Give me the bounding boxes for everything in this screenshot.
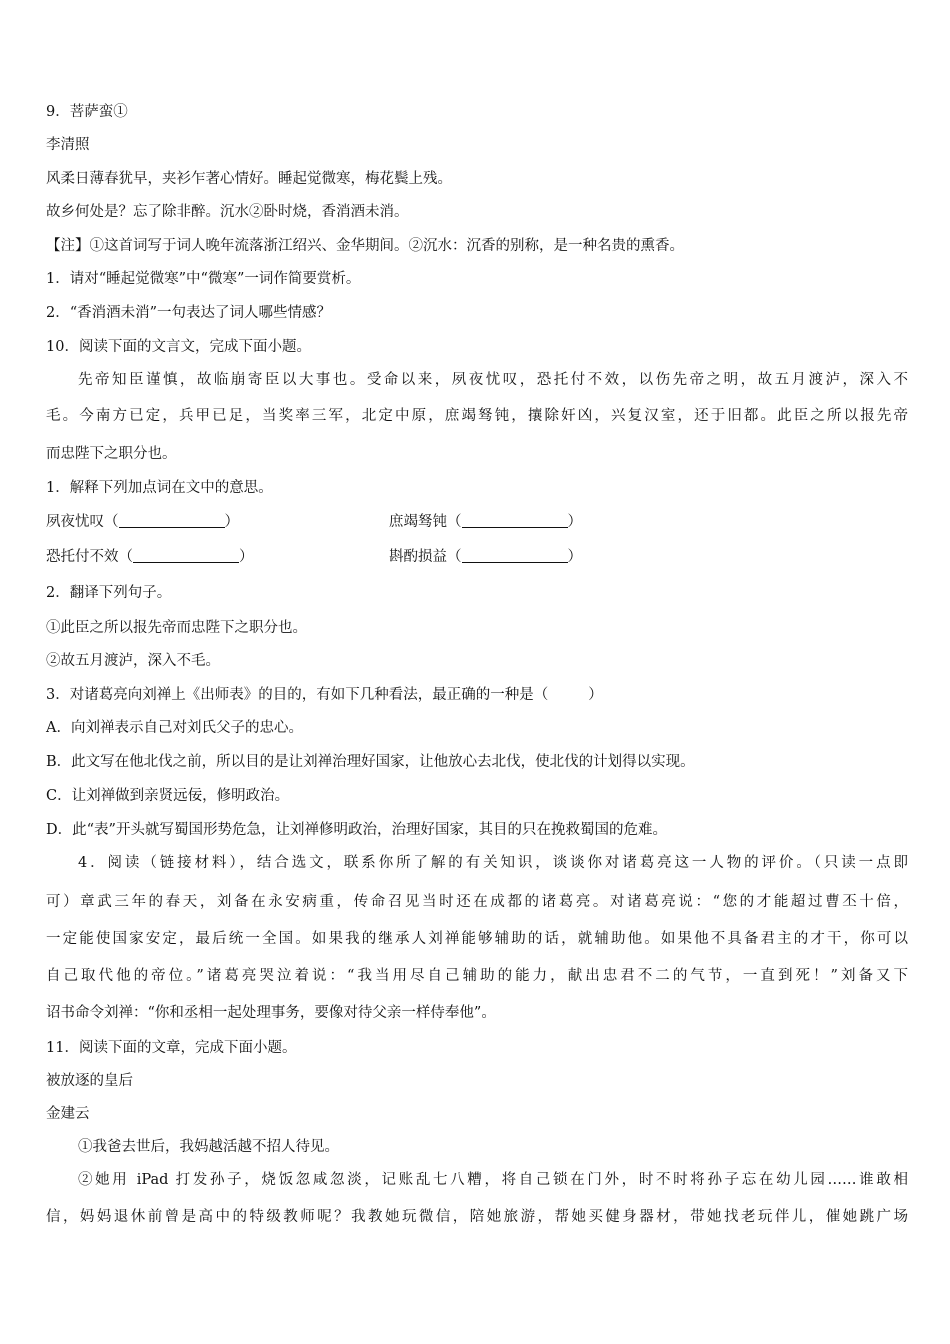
option-d: D．此“表”开头就写蜀国形势危急，让刘禅修明政治，治理好国家，其目的只在挽救蜀国的危难。 (46, 822, 667, 838)
word-item-label: 庶竭驽钝（ (389, 514, 462, 530)
q10-subquestion-3 (46, 685, 908, 705)
article-paragraph-1: ①我爸去世后，我妈越活越不招人待见。 (78, 1139, 339, 1155)
article-paragraph-2-line-1: ②她用 iPad 打发孙子，烧饭忽咸忽淡，记账乱七八糟，将自己锁在门外，时不时将孙子忘在幼儿园……谁敢相 (78, 1172, 908, 1188)
close-paren: ） (224, 514, 239, 530)
answer-blank[interactable] (133, 548, 239, 563)
q10-subquestion-4-line-2: 可）章武三年的春天，刘备在永安病重，传命召见当时还在成都的诸葛亮。对诸葛亮说：“您的才能超过曹丕十倍， (46, 894, 908, 910)
article-paragraph-2-line-2: 信，妈妈退休前曾是高中的特级教师呢？我教她玩微信，陪她旅游，帮她买健身器材，带她找老玩伴儿，催她跳广场 (46, 1209, 908, 1225)
article-author: 金建云 (46, 1106, 90, 1122)
article-title: 被放逐的皇后 (46, 1073, 133, 1089)
option-a: A．向刘禅表示自己对刘氏父子的忠心。 (46, 720, 303, 736)
q10-subquestion-4-line-3: 一定能使国家安定，最后统一全国。如果我的继承人刘禅能够辅助的话，就辅助他。如果他不具备君主的才干，你可以 (46, 931, 908, 947)
word-item-4 (389, 547, 709, 567)
answer-blank[interactable] (462, 548, 568, 563)
q10-passage-line-1: 先帝知臣谨慎，故临崩寄臣以大事也。受命以来，夙夜忧叹，恐托付不效，以伤先帝之明，故五月渡泸，深入不 (78, 372, 908, 388)
q9-title: 9．菩萨蛮① (46, 104, 128, 120)
q10-passage-line-2: 毛。今南方已定，兵甲已足，当奖率三军，北定中原，庶竭驽钝，攘除奸凶，兴复汉室，还于旧都。此臣之所以报先帝 (46, 408, 908, 424)
q9-author: 李清照 (46, 137, 90, 153)
q11-title: 11．阅读下面的文章，完成下面小题。 (46, 1040, 297, 1056)
word-item-label: 恐托付不效（ (46, 549, 133, 565)
word-item-label: 夙夜忧叹（ (46, 514, 119, 530)
q10-subquestion-1: 1．解释下列加点词在文中的意思。 (46, 480, 273, 496)
q9-poem-line-1: 风柔日薄春犹早，夹衫乍著心情好。睡起觉微寒，梅花鬓上残。 (46, 171, 452, 187)
q10-translate-2: ②故五月渡泸，深入不毛。 (46, 653, 220, 669)
option-c: C．让刘禅做到亲贤远佞，修明政治。 (46, 788, 290, 804)
close-paren: ） (588, 687, 603, 703)
q10-subquestion-4-line-4: 自己取代他的帝位。”诸葛亮哭泣着说：“我当用尽自己辅助的能力，献出忠君不二的气节，一直到死！”刘备又下 (46, 968, 908, 984)
close-paren: ） (239, 549, 254, 565)
q10-title: 10．阅读下面的文言文，完成下面小题。 (46, 339, 311, 355)
q10-translate-1: ①此臣之所以报先帝而忠陛下之职分也。 (46, 620, 307, 636)
q10-subquestion-4-line-1: 4．阅读（链接材料），结合选文，联系你所了解的有关知识，谈谈你对诸葛亮这一人物的评价。（只读一点即 (78, 855, 908, 871)
word-item-2 (389, 512, 709, 532)
word-item-label: 斟酌损益（ (389, 549, 462, 565)
q10-passage-line-3: 而忠陛下之职分也。 (46, 446, 177, 462)
q9-subquestion-2: 2．“香消酒未消”一句表达了词人哪些情感？ (46, 305, 332, 321)
close-paren: ） (567, 514, 582, 530)
close-paren: ） (567, 549, 582, 565)
q9-poem-line-2: 故乡何处是？忘了除非醉。沉水②卧时烧，香消酒未消。 (46, 204, 409, 220)
subquestion-3-text: 3．对诸葛亮向刘禅上《出师表》的目的，有如下几种看法，最正确的一种是（ (46, 687, 549, 703)
answer-blank[interactable] (462, 513, 568, 528)
word-item-3 (46, 547, 386, 567)
answer-blank[interactable] (119, 513, 225, 528)
word-item-1 (46, 512, 386, 532)
q9-note: 【注】①这首词写于词人晚年流落浙江绍兴、金华期间。②沉水：沉香的别称，是一种名贵的熏香。 (46, 238, 684, 254)
q10-subquestion-2: 2．翻译下列句子。 (46, 585, 172, 601)
option-b: B．此文写在他北伐之前，所以目的是让刘禅治理好国家，让他放心去北伐，使北伐的计划得以实现。 (46, 754, 695, 770)
q9-subquestion-1: 1．请对“睡起觉微寒”中“微寒”一词作简要赏析。 (46, 271, 361, 287)
q10-subquestion-4-line-5: 诏书命令刘禅：“你和丞相一起处理事务，要像对待父亲一样侍奉他”。 (46, 1005, 496, 1021)
